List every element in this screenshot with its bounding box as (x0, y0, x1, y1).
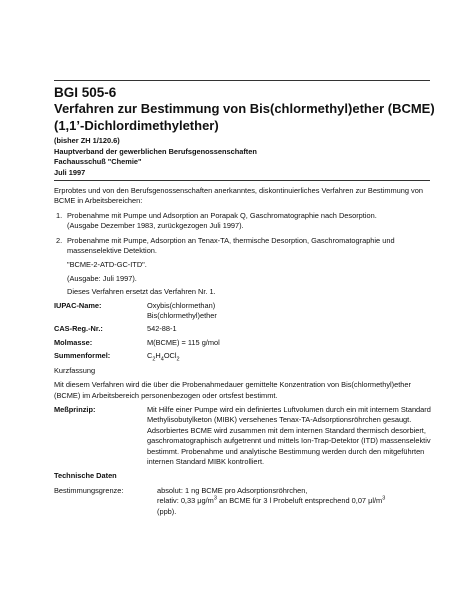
formula-ocl: OCl (163, 351, 177, 361)
messprinzip-text: Mit Hilfe einer Pumpe wird ein definiertes Luftvolumen durch ein mit internem Standard Methylisobutylketon (MIBK) versehenes Tenax-TA-Adsorptionsröhrchen gesaugt. Adsorbiertes BCME wird zusammen mit dem internen Standard thermisch desorbiert, gaschromatographisch aufgetrennt und mittels Ion-Trap-Detektor (ITD) massenselektiv bestimmt. Probenahme und analytische Bestimmung werden durch den mitgeführten internen Standard MIBK kontrolliert. (147, 404, 431, 466)
cas-label: CAS-Reg.-Nr.: (54, 324, 103, 334)
method-code: "BCME-2-ATD-GC-ITD". (67, 260, 147, 270)
molmass-label: Molmasse: (54, 337, 93, 347)
method-item-1 (54, 211, 432, 232)
replaces-note: Dieses Verfahren ersetzt das Verfahren Nr. 1. (67, 287, 216, 297)
bestimmungsgrenze-label: Bestimmungsgrenze: (54, 485, 124, 495)
document-id: BGI 505-6 (54, 85, 117, 100)
method-text: Probenahme mit Pumpe und Adsorption an Porapak Q, Gaschromatographie nach Desorption. (67, 210, 377, 220)
method-number: 1. (56, 210, 63, 220)
bestimmungsgrenze-row (54, 486, 432, 517)
iupac-value: Oxybis(chlormethan) (147, 300, 216, 310)
meta-publisher: Hauptverband der gewerblichen Berufsgenossenschaften (54, 146, 257, 156)
bg-relative (157, 496, 432, 506)
molmass-row (54, 338, 432, 348)
iupac-label: IUPAC-Name: (54, 300, 102, 310)
document-title: Verfahren zur Bestimmung von Bis(chlormethyl)ether (BCME) (1,1’-Dichlordimethylether) (54, 101, 435, 133)
formula-value (147, 351, 432, 361)
formula-sub: 2 (176, 356, 180, 363)
bg-ppb: (ppb). (157, 506, 177, 516)
document-meta (54, 136, 257, 178)
bestimmungsgrenze-values (157, 486, 432, 517)
document-body (54, 186, 432, 520)
iupac-values (147, 301, 432, 322)
messprinzip-label: Meßprinzip: (54, 404, 96, 414)
meta-date: Juli 1997 (54, 167, 86, 177)
technische-daten-heading: Technische Daten (54, 471, 117, 481)
method-text: Probenahme mit Pumpe, Adsorption an Tenax-TA, thermische Desorption, Gaschromatographie und massenselektive Detektion. (67, 235, 395, 256)
intro-paragraph: Erprobtes und von den Berufsgenossenschaften anerkanntes, diskontinuierliches Verfahren zur Bestimmung von BCME in Arbeitsbereichen: (54, 186, 423, 206)
formula-h: H (155, 351, 161, 361)
meta-committee: Fachausschuß "Chemie" (54, 157, 142, 166)
method-item-2 (54, 236, 432, 257)
cas-row (54, 324, 432, 334)
formula-row (54, 351, 432, 361)
bg-sup: 3 (213, 495, 217, 502)
bg-absolute: absolut: 1 ng BCME pro Adsorptionsröhrchen, (157, 485, 308, 495)
method-issue: (Ausgabe: Juli 1997). (67, 273, 137, 283)
kurzfassung-heading: Kurzfassung (54, 365, 96, 375)
formula-sub: 2 (152, 356, 156, 363)
bg-sup: 3 (382, 495, 386, 502)
formula-label: Summenformel: (54, 351, 111, 361)
bg-relative-b: an BCME für 3 l Probeluft entsprechend 0,07 μl/m (216, 496, 383, 506)
iupac-value: Bis(chlormethyl)ether (147, 311, 217, 321)
header-divider (54, 180, 430, 181)
meta-previous-id: (bisher ZH 1/120.6) (54, 136, 120, 145)
formula-sub: 4 (160, 356, 164, 363)
iupac-row (54, 301, 432, 322)
kurzfassung-text: Mit diesem Verfahren wird die über die Probenahmedauer gemittelte Konzentration von Bis(chlormethyl)ether (BCME) im Arbeitsbereich personenbezogen oder ortsfest bestimmt. (54, 380, 411, 400)
molmass-value: M(BCME) = 115 g/mol (147, 337, 220, 347)
messprinzip-row (54, 405, 432, 467)
bg-relative-a: relativ: 0,33 μg/m (157, 496, 214, 506)
formula-c: C (147, 351, 153, 361)
cas-value: 542-88-1 (147, 324, 177, 334)
method-number: 2. (56, 235, 63, 245)
method-issue: (Ausgabe Dezember 1983, zurückgezogen Juli 1997). (67, 221, 244, 231)
top-rule (54, 80, 430, 81)
